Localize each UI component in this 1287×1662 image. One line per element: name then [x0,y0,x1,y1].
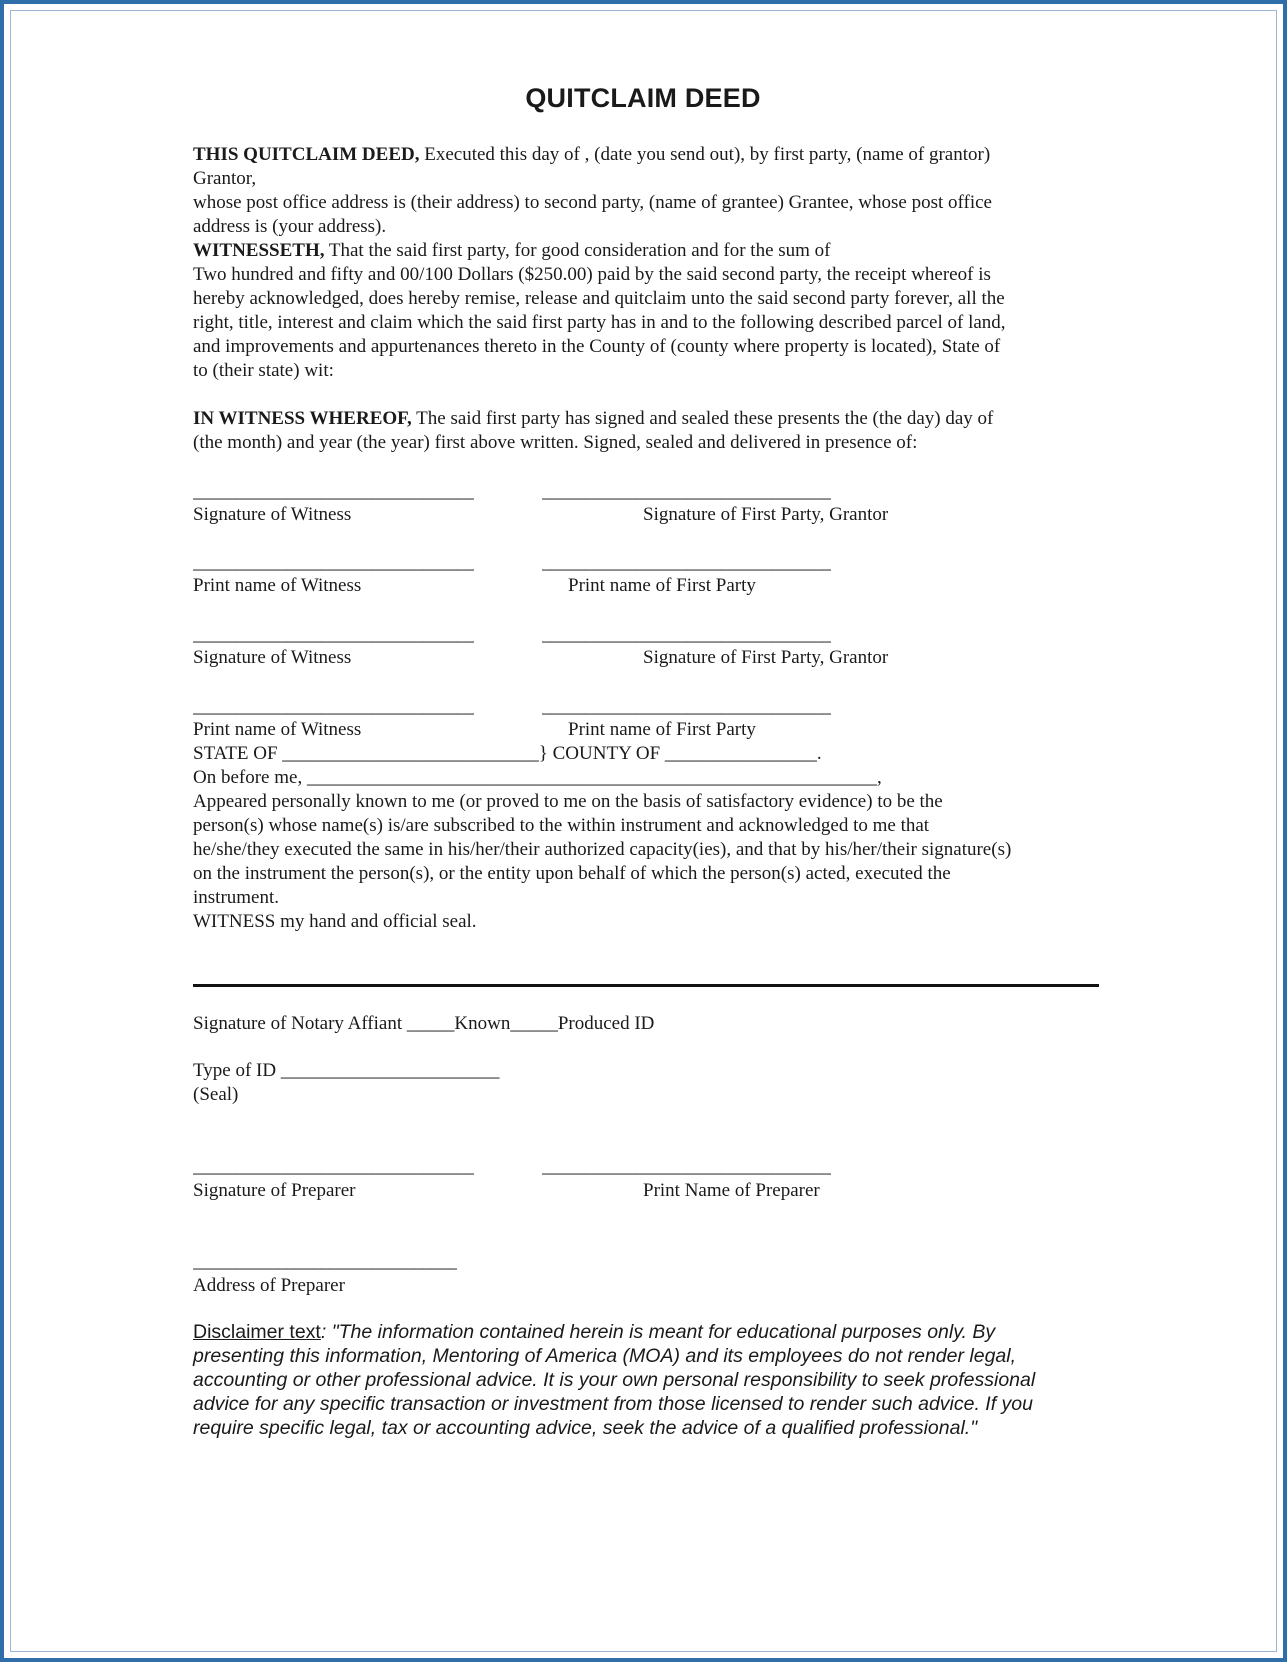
intro-line-6: Two hundred and fifty and 00/100 Dollars ($250.00) paid by the said second party, the receipt whereof is [193,264,991,285]
first-party-print-label-2: Print name of First Party [568,719,756,740]
witness-signature-label-2: Signature of Witness [193,647,352,668]
disclaimer-line-1 [193,1320,1098,1344]
intro-paragraph [193,143,1093,383]
witness-print-label-2: Print name of Witness [193,719,362,740]
preparer-address-blank: _______________________________ [193,1251,457,1272]
intro-line-2: Grantor, [193,168,257,189]
section-divider [193,984,1099,987]
in-witness-line-1-text: The said first party has signed and sealed these presents the (the day) day of [411,408,994,429]
disclaimer-line-2: presenting this information, Mentoring of America (MOA) and its employees do not render legal, [193,1345,1017,1367]
preparer-signature-label: Signature of Preparer [193,1180,356,1201]
notary-acknowledgment [193,742,1093,934]
in-witness-line-2: (the month) and year (the year) first above written. Signed, sealed and delivered in presence of: [193,432,918,453]
grantor-signature-label-2: Signature of First Party, Grantor [643,647,889,668]
preparer-print-name-label: Print Name of Preparer [643,1180,820,1201]
in-witness-paragraph [193,407,1093,455]
ack-line-4: on the instrument the person(s), or the entity upon behalf of which the person(s) acted, executed the [193,863,951,884]
witness-signature-blank-2: _________________________________ [193,624,474,645]
preparer-address-label: Address of Preparer [193,1275,345,1296]
witness-print-label: Print name of Witness [193,575,362,596]
first-party-print-blank-2: __________________________________ [542,696,831,717]
grantor-signature-blank-2: __________________________________ [542,624,831,645]
grantor-signature-label: Signature of First Party, Grantor [643,504,889,525]
disclaimer-line-5: require specific legal, tax or accounting advice, seek the advice of a qualified professional." [193,1417,978,1439]
in-witness-lead: IN WITNESS WHEREOF, [193,408,412,429]
intro-lead: THIS QUITCLAIM DEED, [193,144,420,165]
ack-line-2: person(s) whose name(s) is/are subscribed to the within instrument and acknowledged to me that [193,815,930,836]
before-me-line: On before me, ____________________________________________________________, [193,767,882,788]
intro-line-7: hereby acknowledged, does hereby remise, release and quitclaim unto the said second party forever, all the [193,288,1005,309]
witness-signature-label: Signature of Witness [193,504,352,525]
intro-line-9: and improvements and appurtenances thereto in the County of (county where property is located), State of [193,336,1001,357]
ack-line-3: he/she/they executed the same in his/her/their authorized capacity(ies), and that by his/her/their signature(s) [193,839,1012,860]
disclaimer-line-3: accounting or other professional advice. It is your own personal responsibility to seek professional [193,1369,1036,1391]
ack-line-5: instrument. [193,887,280,908]
preparer-print-blank: __________________________________ [542,1156,831,1177]
intro-line-3: whose post office address is (their address) to second party, (name of grantee) Grantee, whose post office [193,192,992,213]
intro-line-4: address is (your address). [193,216,387,237]
type-of-id-line: Type of ID _______________________ [193,1060,500,1081]
first-party-print-blank: __________________________________ [542,552,831,573]
in-witness-line-1 [193,407,1093,431]
witnesseth-text: That the said first party, for good consideration and for the sum of [324,240,831,261]
notary-affiant-line: Signature of Notary Affiant _____Known_____Produced ID [193,1013,655,1034]
intro-line-8: right, title, interest and claim which the said first party has in and to the following described parcel of land, [193,312,1006,333]
witnesseth-line [193,239,1093,263]
state-county-line: STATE OF ___________________________} COUNTY OF ________________. [193,743,822,764]
witnesseth-lead: WITNESSETH, [193,240,325,261]
disclaimer-line-1-text: : "The information contained herein is meant for educational purposes only. By [320,1321,996,1343]
disclaimer-label: Disclaimer text [193,1321,321,1343]
witness-signature-blank: _________________________________ [193,481,474,502]
intro-line-10: to (their state) wit: [193,360,334,381]
seal-label: (Seal) [193,1084,239,1105]
witness-seal-line: WITNESS my hand and official seal. [193,911,477,932]
ack-line-1: Appeared personally known to me (or proved to me on the basis of satisfactory evidence) to be the [193,791,943,812]
intro-line-1-text: Executed this day of , (date you send out), by first party, (name of grantor) [419,144,991,165]
intro-line-1 [193,143,1093,167]
witness-print-blank: _________________________________ [193,552,474,573]
witness-print-blank-2: _________________________________ [193,696,474,717]
first-party-print-label: Print name of First Party [568,575,756,596]
preparer-signature-blank: _________________________________ [193,1156,474,1177]
document-title: QUITCLAIM DEED [525,83,761,113]
disclaimer-paragraph [193,1320,1098,1440]
disclaimer-line-4: advice for any specific transaction or investment from those licensed to render such advice. If you [193,1393,1033,1415]
grantor-signature-blank: __________________________________ [542,481,831,502]
